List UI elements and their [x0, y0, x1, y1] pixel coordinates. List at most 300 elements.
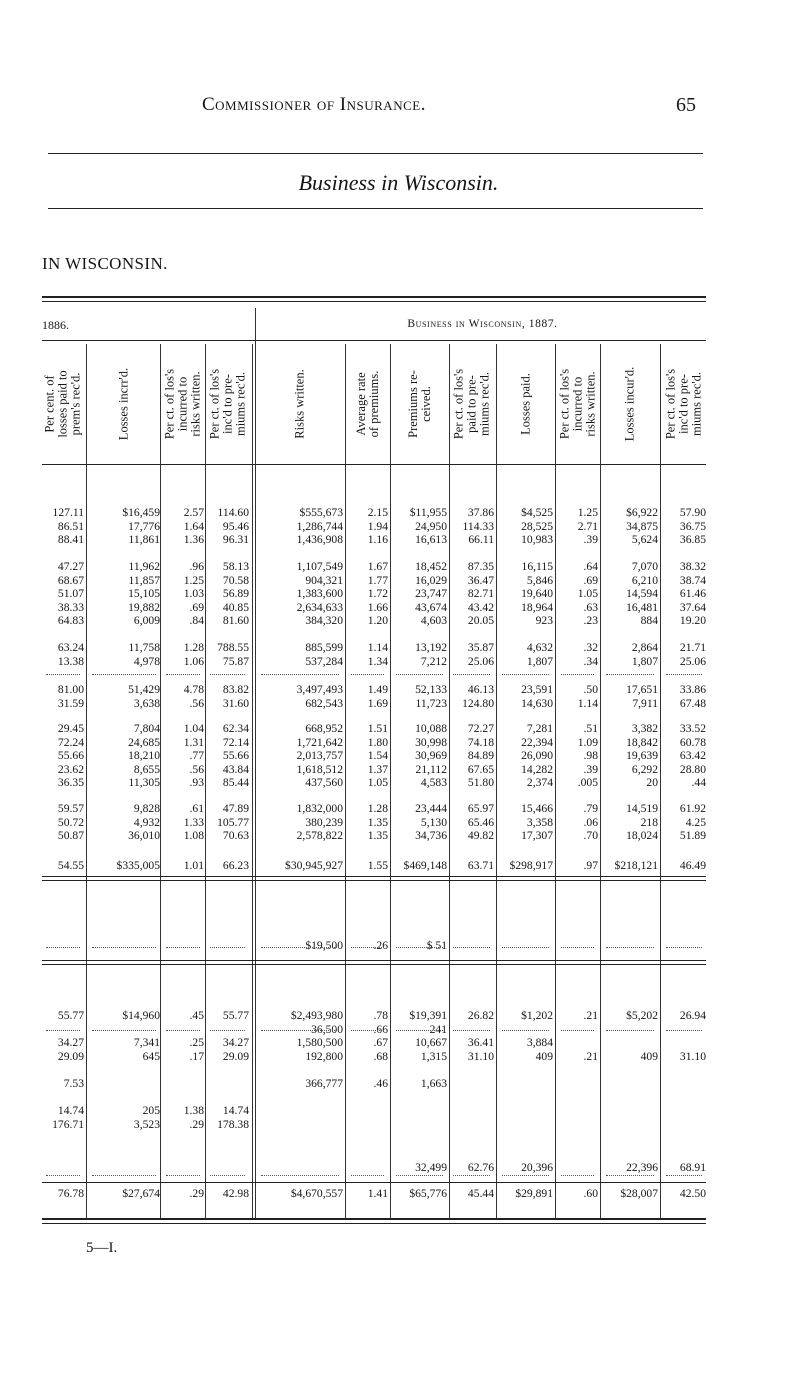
column-rule [555, 344, 556, 1220]
table-cell: 5,130 [420, 815, 447, 829]
table-cell: 1,721,642 [296, 735, 343, 749]
column-header-label: Premiums re- ceived. [405, 370, 433, 438]
table-cell: 61.46 [679, 587, 706, 600]
table-cell: 14.74 [57, 1104, 84, 1117]
dotted-leader [502, 1175, 549, 1177]
table-cell: .39 [583, 533, 598, 546]
dotted-leader [666, 1175, 702, 1177]
column-rule [205, 344, 206, 1220]
column-rule [660, 344, 661, 1220]
table-cell: .97 [583, 859, 598, 872]
dotted-leader [46, 947, 80, 949]
table-top-rule-2 [42, 301, 706, 302]
table-cell: 58.13 [222, 560, 249, 573]
table-cell: 14,594 [626, 587, 658, 600]
table-cell: 1,315 [420, 1049, 447, 1063]
table-cell: 1.72 [367, 587, 388, 600]
table-cell: 668,952 [305, 722, 343, 735]
table-cell: $5,202 [626, 1009, 658, 1022]
table-cell: 87.35 [467, 560, 494, 573]
table-cell: .34 [583, 654, 598, 668]
table-cell: 66.23 [222, 859, 249, 872]
table-cell: 682,543 [305, 696, 343, 710]
table-cell: .84 [189, 614, 204, 627]
table-cell: 1.54 [367, 749, 388, 762]
table-cell: 384,320 [305, 614, 343, 627]
table-cell: 85.44 [222, 776, 249, 789]
page-subtitle: Business in Wisconsin. [298, 170, 499, 195]
table-cell: 28.80 [679, 762, 706, 776]
table-cell: 96.31 [222, 533, 249, 546]
table-caption: IN WISCONSIN. [42, 254, 168, 273]
table-cell: 37.86 [467, 506, 494, 519]
table-cell: 1.80 [367, 735, 388, 749]
dotted-leader [261, 1030, 339, 1032]
table-cell: .29 [189, 1187, 204, 1200]
table-cell: 63.71 [467, 859, 494, 872]
table-cell: 18,024 [626, 829, 658, 842]
table-cell: 76.78 [57, 1187, 84, 1200]
table-cell: 18,842 [626, 735, 658, 749]
table-cell: 20,396 [521, 1161, 553, 1174]
table-cell: 1,618,512 [296, 762, 343, 776]
table-cell: .46 [373, 1077, 388, 1090]
table-cell: 1.66 [367, 600, 388, 614]
rule-top [48, 153, 703, 154]
dotted-leader [351, 1175, 384, 1177]
table-cell: 50.87 [57, 829, 84, 842]
table-cell: 30,969 [415, 749, 447, 762]
dotted-leader [210, 1175, 245, 1177]
table-cell: 114.33 [462, 519, 494, 533]
table-cell: .29 [189, 1117, 204, 1131]
table-cell: 1.08 [183, 829, 204, 842]
table-cell: 3,497,493 [296, 683, 343, 696]
table-cell: 42.50 [679, 1187, 706, 1200]
table-cell: 1.69 [367, 696, 388, 710]
group-rule [42, 340, 706, 341]
dotted-leader [210, 947, 245, 949]
table-cell: 81.00 [57, 683, 84, 696]
column-header-label: Per ct. of los's inc'd to pre- miums rec'd. [663, 368, 704, 440]
dotted-leader [210, 1030, 245, 1032]
column-header-10 [557, 348, 598, 460]
table-cell: 17,776 [128, 519, 160, 533]
table-cell: .77 [189, 749, 204, 762]
dotted-leader [261, 674, 339, 676]
running-head-title: Commissioner of Insurance. [202, 94, 426, 115]
table-cell: .50 [583, 683, 598, 696]
table-cell: 52,133 [415, 683, 447, 696]
table-cell: 34,875 [626, 519, 658, 533]
table-cell: 10,983 [521, 533, 553, 546]
table-cell: 1.35 [367, 829, 388, 842]
table-cell: .93 [189, 776, 204, 789]
table-cell: 33.86 [679, 683, 706, 696]
table-cell: 23,747 [415, 587, 447, 600]
column-header-label: Per ct. of los's incurred to risks written. [162, 368, 203, 440]
table-cell: 1.14 [577, 696, 598, 710]
table-cell: 10,088 [415, 722, 447, 735]
table-cell: 36,010 [128, 829, 160, 842]
table-cell: 29.09 [222, 1049, 249, 1063]
table-cell: .26 [373, 939, 388, 952]
page-number: 65 [676, 94, 696, 116]
table-cell: $29,891 [515, 1187, 553, 1200]
table-cell: 81.60 [222, 614, 249, 627]
table-cell: 33.52 [679, 722, 706, 735]
table-cell: $6,922 [626, 506, 658, 519]
table-cell: 13.38 [57, 654, 84, 668]
table-cell: 25.06 [679, 654, 706, 668]
table-cell: 54.55 [57, 859, 84, 872]
table-cell: 19,882 [128, 600, 160, 614]
table-cell: 885,599 [305, 641, 343, 654]
table-cell: 2.57 [183, 506, 204, 519]
column-rule [390, 344, 391, 1220]
column-rule [496, 344, 497, 1220]
table-cell: 1.51 [367, 722, 388, 735]
table-cell: 51.89 [679, 829, 706, 842]
table-cell: .23 [583, 614, 598, 627]
table-cell: 16,029 [415, 573, 447, 587]
table-cell: 47.27 [57, 560, 84, 573]
table-cell: 66.11 [468, 533, 494, 546]
table-cell: 10,667 [415, 1036, 447, 1049]
table-cell: 68.67 [57, 573, 84, 587]
table-cell: 56.89 [222, 587, 249, 600]
table-cell: $2,493,980 [290, 1009, 343, 1022]
table-cell: 4.78 [183, 683, 204, 696]
table-cell: 6,210 [631, 573, 658, 587]
table-cell: 34.27 [222, 1036, 249, 1049]
table-cell: 24,685 [128, 735, 160, 749]
column-header-6 [347, 348, 388, 460]
table-cell: 4.25 [685, 815, 706, 829]
table-cell: .67 [373, 1036, 388, 1049]
table-cell: .21 [583, 1009, 598, 1022]
table-cell: 43.42 [467, 600, 494, 614]
table-cell: 178.38 [217, 1117, 249, 1131]
table-cell: 1.09 [577, 735, 598, 749]
table-cell: 45.44 [467, 1187, 494, 1200]
table-cell: $1,202 [521, 1009, 553, 1022]
table-cell: 36.35 [57, 776, 84, 789]
table-cell: 46.13 [467, 683, 494, 696]
table-cell: 61.92 [679, 802, 706, 815]
dotted-leader [92, 1030, 156, 1032]
column-rule [449, 344, 450, 1220]
table-cell: 437,560 [305, 776, 343, 789]
dotted-leader [396, 947, 443, 949]
table-cell: 1.35 [367, 815, 388, 829]
table-cell: 50.72 [57, 815, 84, 829]
column-rule [252, 344, 253, 1220]
table-cell: 16,481 [626, 600, 658, 614]
table-cell: 21.71 [679, 641, 706, 654]
dotted-leader [92, 674, 156, 676]
table-bottom-rule-2 [42, 1223, 706, 1224]
table-cell: 86.51 [57, 519, 84, 533]
column-header-5 [257, 348, 343, 460]
table-cell: 205 [142, 1104, 160, 1117]
table-cell: 3,382 [631, 722, 658, 735]
table-cell: 409 [640, 1049, 658, 1063]
table-cell: 1.20 [367, 614, 388, 627]
table-cell: 11,962 [128, 560, 160, 573]
table-cell: 67.65 [467, 762, 494, 776]
table-cell: 4,932 [133, 815, 160, 829]
table-cell: 1,436,908 [296, 533, 343, 546]
table-top-rule [42, 296, 706, 298]
table-cell: 19.20 [679, 614, 706, 627]
table-cell: 14.74 [222, 1104, 249, 1117]
table-cell: $4,525 [521, 506, 553, 519]
dotted-leader [46, 1030, 80, 1032]
table-cell: .78 [373, 1009, 388, 1022]
dotted-leader [261, 947, 339, 949]
table-cell: 7,804 [133, 722, 160, 735]
table-cell: 1,383,600 [296, 587, 343, 600]
table-cell: 36,500 [311, 1022, 343, 1036]
table-cell: .51 [583, 722, 598, 735]
table-cell: 1,107,549 [296, 560, 343, 573]
table-cell: 5,624 [631, 533, 658, 546]
table-cell: 1.55 [367, 859, 388, 872]
table-cell: 3,523 [133, 1117, 160, 1131]
table-cell: $27,674 [122, 1187, 160, 1200]
table-cell: 74.18 [467, 735, 494, 749]
dotted-leader [166, 674, 200, 676]
dotted-leader [46, 674, 80, 676]
table-cell: 19,640 [521, 587, 553, 600]
table-cell: 26,090 [521, 749, 553, 762]
table-cell: 31.59 [57, 696, 84, 710]
table-cell: .68 [373, 1049, 388, 1063]
table-cell: 18,964 [521, 600, 553, 614]
table-cell: 51.80 [467, 776, 494, 789]
table-bottom-rule [42, 1218, 706, 1220]
table-cell: 21,112 [415, 762, 447, 776]
table-cell: 1,580,500 [296, 1036, 343, 1049]
table-cell: 14,282 [521, 762, 553, 776]
table-cell: 380,239 [305, 815, 343, 829]
table-cell: 2,374 [526, 776, 553, 789]
column-header-9 [498, 348, 553, 460]
table-cell: 241 [429, 1022, 447, 1036]
dotted-leader [502, 1030, 549, 1032]
table-cell: 409 [535, 1049, 553, 1063]
table-cell: 83.82 [222, 683, 249, 696]
table-cell: 24,950 [415, 519, 447, 533]
column-header-label: Losses incur'd. [622, 366, 637, 442]
table-cell: 3,884 [526, 1036, 553, 1049]
table-cell: 15,466 [521, 802, 553, 815]
column-header-label: Per cent. of losses paid to prem's rec'd. [42, 370, 83, 438]
table-cell: 5,846 [526, 573, 553, 587]
table-cell: 127.11 [52, 506, 84, 519]
table-cell: 55.66 [57, 749, 84, 762]
table-cell: $19,391 [409, 1009, 447, 1022]
table-cell: 65.46 [467, 815, 494, 829]
table-cell: 20.05 [467, 614, 494, 627]
table-cell: 2.15 [367, 506, 388, 519]
table-cell: .96 [189, 560, 204, 573]
table-cell: 17,307 [521, 829, 553, 842]
column-rule [345, 344, 346, 1220]
table-cell: 1.03 [183, 587, 204, 600]
table-cell: 72.14 [222, 735, 249, 749]
column-header-2 [88, 348, 160, 460]
table-cell: 1,663 [420, 1077, 447, 1090]
table-cell: 36.41 [467, 1036, 494, 1049]
dotted-leader [396, 674, 443, 676]
total-rule-2b [42, 964, 706, 965]
table-cell: .70 [583, 829, 598, 842]
table-cell: 63.24 [57, 641, 84, 654]
table-cell: 105.77 [217, 815, 249, 829]
table-cell: 11,305 [128, 776, 160, 789]
table-cell: 31.60 [222, 696, 249, 710]
table-cell: 46.49 [679, 859, 706, 872]
table-cell: $16,459 [122, 506, 160, 519]
table-cell: 176.71 [52, 1117, 84, 1131]
table-cell: 20 [646, 776, 658, 789]
dotted-leader [351, 674, 384, 676]
table-cell: 1.16 [367, 533, 388, 546]
dotted-leader [561, 947, 594, 949]
table-cell: 2,864 [631, 641, 658, 654]
dotted-leader [92, 947, 156, 949]
dotted-leader [561, 674, 594, 676]
table-cell: 49.82 [467, 829, 494, 842]
table-cell: 62.76 [467, 1161, 494, 1174]
table-cell: .56 [189, 762, 204, 776]
table-cell: 1.05 [577, 587, 598, 600]
table-cell: 23,444 [415, 802, 447, 815]
table-cell: 923 [535, 614, 553, 627]
column-header-label: Average rate of premiums. [353, 370, 381, 438]
dotted-leader [453, 674, 490, 676]
dotted-leader [46, 1175, 80, 1177]
table-cell: 14,519 [626, 802, 658, 815]
table-cell: 70.63 [222, 829, 249, 842]
table-cell: 124.80 [462, 696, 494, 710]
total-rule-3 [42, 1182, 706, 1183]
table-cell: 537,284 [305, 654, 343, 668]
table-cell: 55.66 [222, 749, 249, 762]
table-cell: 62.34 [222, 722, 249, 735]
table-cell: 904,321 [305, 573, 343, 587]
table-cell: 1.05 [367, 776, 388, 789]
column-header-8 [449, 348, 494, 460]
column-rule [255, 308, 256, 1220]
column-header-3 [162, 348, 204, 460]
table-cell: 8,655 [133, 762, 160, 776]
dotted-leader [396, 1175, 443, 1177]
table-cell: 68.91 [679, 1161, 706, 1174]
table-cell: .69 [189, 600, 204, 614]
dotted-leader [166, 947, 200, 949]
table-cell: 7,341 [133, 1036, 160, 1049]
table-cell: 17,651 [626, 683, 658, 696]
column-rule [600, 344, 601, 1220]
column-header-label: Per ct. of los's incurred to risks written. [557, 368, 597, 440]
table-cell: 4,583 [420, 776, 447, 789]
table-cell: $4,670,557 [290, 1187, 343, 1200]
total-rule-1 [42, 876, 706, 877]
table-cell: 18,210 [128, 749, 160, 762]
table-cell: 192,800 [305, 1049, 343, 1063]
table-cell: 1.36 [183, 533, 204, 546]
table-cell: 4,632 [526, 641, 553, 654]
table-cell: 57.90 [679, 506, 706, 519]
dotted-leader [396, 1030, 443, 1032]
table-cell: .21 [583, 1049, 598, 1063]
table-cell: 1.25 [183, 573, 204, 587]
column-header-11 [602, 348, 658, 460]
column-rule [86, 344, 87, 1220]
table-cell: 75.87 [222, 654, 249, 668]
table-cell: .06 [583, 815, 598, 829]
table-cell: 72.27 [467, 722, 494, 735]
table-cell: 1.01 [183, 859, 204, 872]
dotted-leader [351, 947, 384, 949]
table-cell: 31.10 [679, 1049, 706, 1063]
table-cell: 1.25 [577, 506, 598, 519]
dotted-leader [666, 947, 702, 949]
table-cell: $218,121 [614, 859, 658, 872]
table-cell: 7,281 [526, 722, 553, 735]
table-cell: 4,978 [133, 654, 160, 668]
table-cell: 16,613 [415, 533, 447, 546]
table-cell: 67.48 [679, 696, 706, 710]
table-cell: 1.06 [183, 654, 204, 668]
dotted-leader [92, 1175, 156, 1177]
header-bottom-rule [42, 464, 706, 465]
table-cell: 1,807 [526, 654, 553, 668]
table-cell: 65.97 [467, 802, 494, 815]
table-cell: 2,634,633 [296, 600, 343, 614]
table-cell: 1.64 [183, 519, 204, 533]
table-cell: 3,358 [526, 815, 553, 829]
column-header-label: Per ct. of los's paid to pre- miums rec'd. [451, 368, 491, 440]
table-cell: $469,148 [403, 859, 447, 872]
table-cell: 1,286,744 [296, 519, 343, 533]
table-cell: 884 [640, 614, 658, 627]
table-cell: 1.77 [367, 573, 388, 587]
table-cell: $28,007 [620, 1187, 658, 1200]
dotted-leader [166, 1175, 200, 1177]
table-cell: .79 [583, 802, 598, 815]
table-cell: $30,945,927 [285, 859, 343, 872]
column-header-7 [392, 348, 447, 460]
table-cell: 84.89 [467, 749, 494, 762]
table-cell: 25.06 [467, 654, 494, 668]
table-cell: 22,394 [521, 735, 553, 749]
table-cell: 72.24 [57, 735, 84, 749]
table-cell: 1.41 [367, 1187, 388, 1200]
dotted-leader [606, 1175, 654, 1177]
table-cell: 3,638 [133, 696, 160, 710]
table-cell: .44 [691, 776, 706, 789]
table-cell: $65,776 [409, 1187, 447, 1200]
dotted-leader [502, 947, 549, 949]
column-rule [160, 344, 161, 1220]
table-cell: 7,070 [631, 560, 658, 573]
table-cell: 59.57 [57, 802, 84, 815]
table-cell: 43.84 [222, 762, 249, 776]
